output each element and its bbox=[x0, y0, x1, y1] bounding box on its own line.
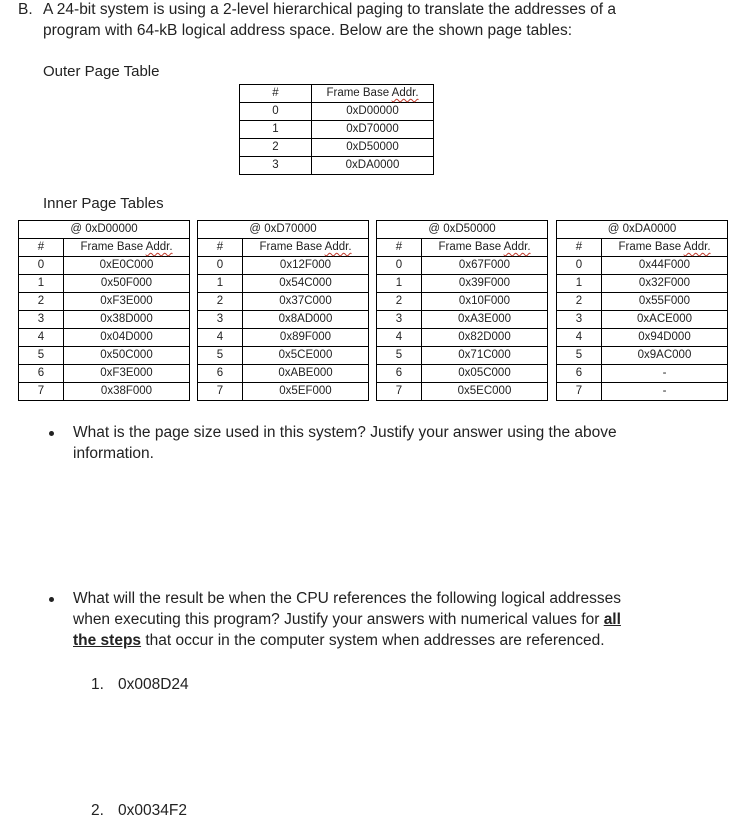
inner-row-index: 5 bbox=[198, 347, 243, 365]
inner-col-addr-header bbox=[243, 239, 369, 257]
table-row bbox=[377, 347, 548, 365]
inner-row-addr: 0x38F000 bbox=[64, 383, 190, 401]
inner-row-index: 2 bbox=[19, 293, 64, 311]
bullet-icon bbox=[49, 597, 54, 602]
table-row bbox=[198, 383, 369, 401]
inner-row-addr: 0x55F000 bbox=[602, 293, 728, 311]
table-row bbox=[377, 293, 548, 311]
inner-row-index: 5 bbox=[19, 347, 64, 365]
table-row bbox=[198, 365, 369, 383]
outer-row-index: 3 bbox=[240, 157, 312, 175]
inner-row-index: 5 bbox=[377, 347, 422, 365]
inner-row-index: 7 bbox=[19, 383, 64, 401]
inner-col-index-header: # bbox=[19, 239, 64, 257]
outer-table-row bbox=[240, 121, 434, 139]
inner-table-header-row bbox=[377, 239, 548, 257]
inner-table-title: @ 0xD50000 bbox=[377, 221, 548, 239]
inner-row-index: 0 bbox=[19, 257, 64, 275]
inner-row-addr: 0xACE000 bbox=[602, 311, 728, 329]
inner-col-addr-header bbox=[64, 239, 190, 257]
table-row bbox=[19, 293, 190, 311]
table-row bbox=[198, 293, 369, 311]
table-row bbox=[198, 275, 369, 293]
inner-row-addr: 0x82D000 bbox=[422, 329, 548, 347]
bullet-1-line-2: information. bbox=[73, 445, 154, 462]
table-row bbox=[198, 257, 369, 275]
inner-table-title: @ 0xDA0000 bbox=[557, 221, 728, 239]
bullet-2-line-3-text: that occur in the computer system when addresses are referenced. bbox=[141, 632, 605, 649]
table-row bbox=[198, 329, 369, 347]
inner-row-addr: 0x10F000 bbox=[422, 293, 548, 311]
inner-row-index: 1 bbox=[377, 275, 422, 293]
outer-row-index: 2 bbox=[240, 139, 312, 157]
table-row bbox=[377, 383, 548, 401]
outer-col-addr-prefix: Frame Base bbox=[326, 87, 392, 99]
inner-row-index: 2 bbox=[377, 293, 422, 311]
inner-row-addr: 0xF3E000 bbox=[64, 293, 190, 311]
table-row bbox=[19, 365, 190, 383]
table-row bbox=[377, 275, 548, 293]
outer-row-addr: 0xD70000 bbox=[312, 121, 434, 139]
table-row bbox=[377, 311, 548, 329]
inner-col-addr-header bbox=[602, 239, 728, 257]
inner-row-index: 3 bbox=[377, 311, 422, 329]
inner-col-addr-word: Addr. bbox=[503, 241, 531, 253]
inner-row-index: 4 bbox=[198, 329, 243, 347]
outer-col-addr-word: Addr. bbox=[391, 87, 419, 99]
inner-table-header-row bbox=[557, 239, 728, 257]
table-row bbox=[198, 347, 369, 365]
inner-row-index: 6 bbox=[557, 365, 602, 383]
bullet-2-line-1: What will the result be when the CPU references the following logical addresses bbox=[73, 590, 621, 607]
inner-row-addr: 0x5EC000 bbox=[422, 383, 548, 401]
bullet-icon bbox=[49, 431, 54, 436]
table-row bbox=[557, 293, 728, 311]
table-row bbox=[19, 347, 190, 365]
table-row bbox=[557, 311, 728, 329]
table-row bbox=[557, 329, 728, 347]
table-row bbox=[377, 257, 548, 275]
table-row bbox=[557, 257, 728, 275]
inner-row-index: 6 bbox=[198, 365, 243, 383]
inner-row-index: 7 bbox=[198, 383, 243, 401]
bullet-2-line-2 bbox=[73, 609, 621, 630]
inner-row-index: 2 bbox=[198, 293, 243, 311]
inner-table-header-row bbox=[198, 239, 369, 257]
question-line-2: program with 64-kB logical address space. Below are the shown page tables: bbox=[43, 22, 573, 39]
question-line-1: A 24-bit system is using a 2-level hierarchical paging to translate the addresses of a bbox=[43, 1, 616, 18]
inner-col-addr-prefix: Frame Base bbox=[618, 241, 684, 253]
inner-row-index: 0 bbox=[377, 257, 422, 275]
inner-row-addr: 0x44F000 bbox=[602, 257, 728, 275]
inner-row-index: 6 bbox=[19, 365, 64, 383]
outer-table-row bbox=[240, 157, 434, 175]
table-row bbox=[377, 365, 548, 383]
outer-row-addr: 0xDA0000 bbox=[312, 157, 434, 175]
sub-item-2-address: 0x0034F2 bbox=[118, 802, 187, 819]
outer-row-index: 1 bbox=[240, 121, 312, 139]
outer-col-addr-header bbox=[312, 85, 434, 103]
sub-item-1-address: 0x008D24 bbox=[118, 676, 189, 693]
inner-page-table-2 bbox=[376, 220, 548, 401]
inner-row-index: 0 bbox=[198, 257, 243, 275]
outer-page-table bbox=[239, 84, 434, 175]
inner-row-addr: 0x54C000 bbox=[243, 275, 369, 293]
bullet-2-line-3 bbox=[73, 630, 605, 651]
inner-row-index: 1 bbox=[19, 275, 64, 293]
table-row bbox=[198, 311, 369, 329]
inner-row-addr: - bbox=[602, 365, 728, 383]
inner-row-index: 2 bbox=[557, 293, 602, 311]
inner-row-addr: 0x32F000 bbox=[602, 275, 728, 293]
sub-item-1-number: 1. bbox=[91, 676, 104, 693]
inner-row-addr: 0x38D000 bbox=[64, 311, 190, 329]
inner-col-addr-word: Addr. bbox=[145, 241, 173, 253]
inner-row-addr: 0x8AD000 bbox=[243, 311, 369, 329]
inner-row-addr: 0x5CE000 bbox=[243, 347, 369, 365]
table-row bbox=[557, 383, 728, 401]
outer-table-header-row bbox=[240, 85, 434, 103]
inner-row-addr: 0x12F000 bbox=[243, 257, 369, 275]
question-prefix: B. bbox=[18, 1, 33, 18]
inner-row-index: 3 bbox=[557, 311, 602, 329]
table-row bbox=[19, 257, 190, 275]
inner-col-addr-word: Addr. bbox=[683, 241, 711, 253]
inner-col-addr-prefix: Frame Base bbox=[80, 241, 146, 253]
bullet-2-emphasis-all: all bbox=[603, 611, 621, 628]
bullet-1-line-1: What is the page size used in this system? Justify your answer using the above bbox=[73, 424, 617, 441]
table-row bbox=[557, 365, 728, 383]
inner-table-title: @ 0xD70000 bbox=[198, 221, 369, 239]
inner-row-addr: 0x5EF000 bbox=[243, 383, 369, 401]
table-row bbox=[19, 311, 190, 329]
inner-col-index-header: # bbox=[198, 239, 243, 257]
inner-col-addr-word: Addr. bbox=[324, 241, 352, 253]
inner-row-addr: 0x71C000 bbox=[422, 347, 548, 365]
inner-row-addr: 0x05C000 bbox=[422, 365, 548, 383]
inner-row-addr: - bbox=[602, 383, 728, 401]
outer-table-label: Outer Page Table bbox=[43, 63, 160, 80]
table-row bbox=[19, 275, 190, 293]
inner-col-addr-header bbox=[422, 239, 548, 257]
outer-row-addr: 0xD50000 bbox=[312, 139, 434, 157]
inner-col-addr-prefix: Frame Base bbox=[259, 241, 325, 253]
outer-table-row bbox=[240, 139, 434, 157]
inner-row-addr: 0x37C000 bbox=[243, 293, 369, 311]
inner-row-index: 7 bbox=[557, 383, 602, 401]
inner-page-table-1 bbox=[197, 220, 369, 401]
outer-row-index: 0 bbox=[240, 103, 312, 121]
table-row bbox=[377, 329, 548, 347]
inner-row-index: 6 bbox=[377, 365, 422, 383]
inner-row-index: 1 bbox=[198, 275, 243, 293]
inner-row-addr: 0xA3E000 bbox=[422, 311, 548, 329]
inner-row-addr: 0x67F000 bbox=[422, 257, 548, 275]
table-row bbox=[19, 329, 190, 347]
inner-table-header-row bbox=[19, 239, 190, 257]
inner-row-addr: 0x9AC000 bbox=[602, 347, 728, 365]
table-row bbox=[557, 275, 728, 293]
inner-row-index: 0 bbox=[557, 257, 602, 275]
inner-row-addr: 0x94D000 bbox=[602, 329, 728, 347]
inner-row-addr: 0x04D000 bbox=[64, 329, 190, 347]
inner-row-index: 3 bbox=[19, 311, 64, 329]
inner-row-addr: 0x50F000 bbox=[64, 275, 190, 293]
inner-col-addr-prefix: Frame Base bbox=[438, 241, 504, 253]
bullet-2-line-2-text: when executing this program? Justify your answers with numerical values for bbox=[73, 611, 604, 628]
outer-row-addr: 0xD00000 bbox=[312, 103, 434, 121]
inner-table-title: @ 0xD00000 bbox=[19, 221, 190, 239]
table-row bbox=[557, 347, 728, 365]
inner-col-index-header: # bbox=[557, 239, 602, 257]
inner-page-table-3 bbox=[556, 220, 728, 401]
inner-row-addr: 0xE0C000 bbox=[64, 257, 190, 275]
inner-row-addr: 0x39F000 bbox=[422, 275, 548, 293]
inner-tables-label: Inner Page Tables bbox=[43, 195, 164, 212]
inner-row-index: 7 bbox=[377, 383, 422, 401]
inner-row-index: 3 bbox=[198, 311, 243, 329]
sub-item-2-number: 2. bbox=[91, 802, 104, 819]
inner-row-index: 1 bbox=[557, 275, 602, 293]
outer-table-row bbox=[240, 103, 434, 121]
inner-row-addr: 0xABE000 bbox=[243, 365, 369, 383]
inner-row-addr: 0x50C000 bbox=[64, 347, 190, 365]
inner-row-addr: 0x89F000 bbox=[243, 329, 369, 347]
inner-row-addr: 0xF3E000 bbox=[64, 365, 190, 383]
inner-row-index: 4 bbox=[377, 329, 422, 347]
inner-row-index: 4 bbox=[557, 329, 602, 347]
bullet-2-emphasis-steps: the steps bbox=[73, 632, 142, 649]
table-row bbox=[19, 383, 190, 401]
inner-row-index: 5 bbox=[557, 347, 602, 365]
inner-row-index: 4 bbox=[19, 329, 64, 347]
outer-col-index-header: # bbox=[240, 85, 312, 103]
inner-page-table-0 bbox=[18, 220, 190, 401]
inner-col-index-header: # bbox=[377, 239, 422, 257]
